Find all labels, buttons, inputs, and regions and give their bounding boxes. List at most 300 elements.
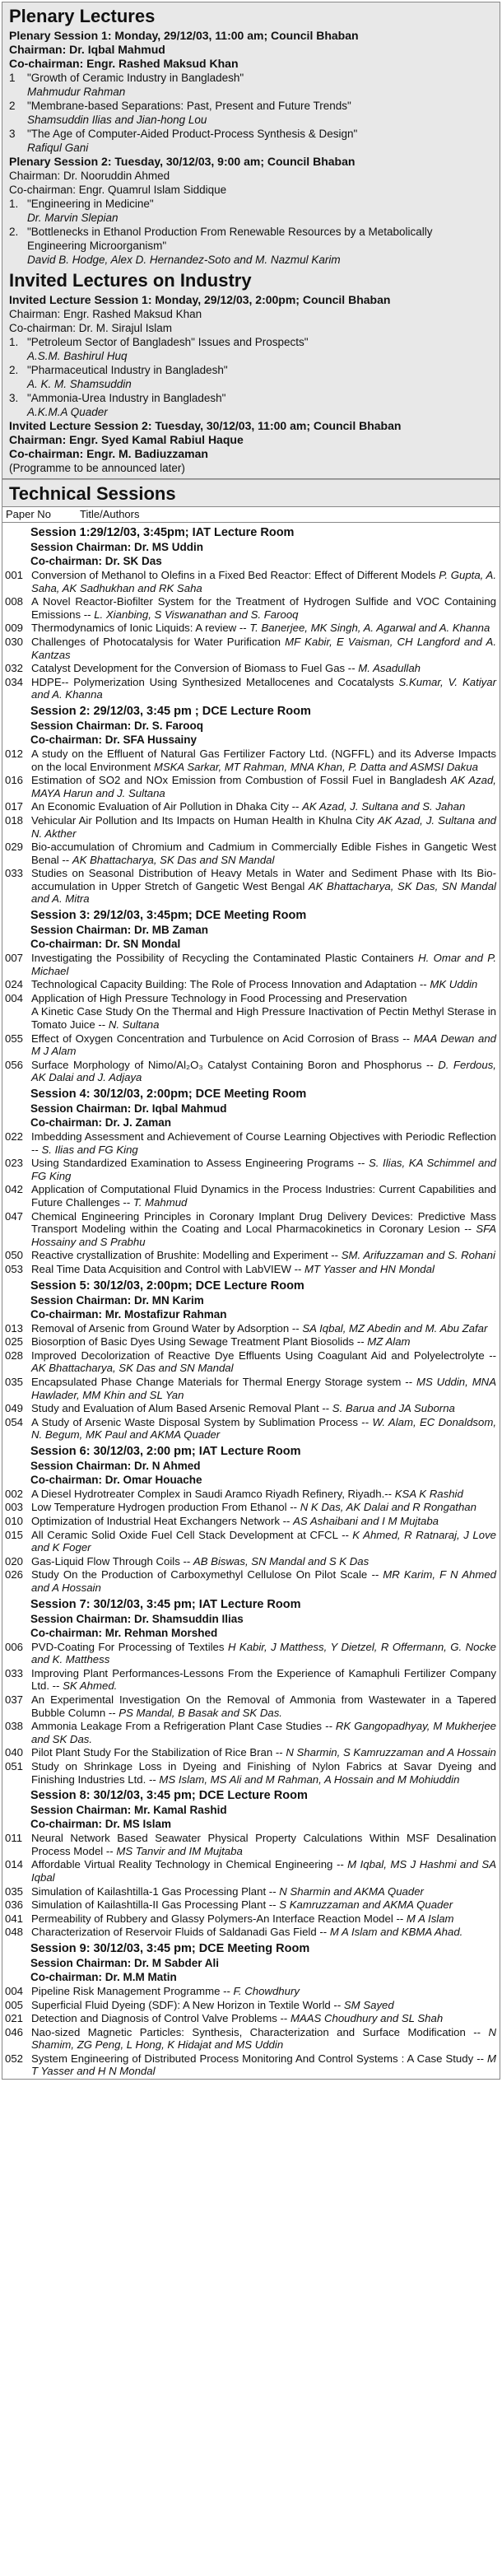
paper-row [2,622,500,635]
paper-authors: M A Islam and KBMA Ahad. [329,1926,463,1939]
paper-row [2,1926,500,1939]
plenary-2-item-2: 2. "Bottlenecks in Ethanol Production From Renewable Resources by a Metabolically Engineering Microorganism" [9,226,433,252]
paper-authors: AK Bhattacharya, SK Das and SN Mandal [72,853,275,866]
paper-title: Simulation of Kailashtilla-1 Gas Processing Plant -- [31,1884,277,1898]
paper-number: 050 [5,1249,24,1262]
invited-1-item-1-author: A.S.M. Bashirul Huq [27,350,128,362]
paper-entry [31,1130,500,1156]
paper-entry [31,1263,500,1276]
paper-number: 015 [5,1528,24,1541]
paper-row [2,992,500,1005]
paper-title: Vehicular Air Pollution and Its Impacts on Human Health in Khulna City [31,813,374,827]
paper-title: Improving Plant Performances-Lessons From the Experience of Kamaphuli Fertilizer Company Ltd. -- [31,1666,496,1693]
paper-entry [31,662,500,675]
paper-title: Conversion of Methanol to Olefins in a Fixed Bed Reactor: Effect of Different Models [31,569,436,581]
invited-session-1-list [9,335,495,419]
paper-number: 051 [5,1759,24,1772]
session-cochairman: Co-chairman: Dr. Omar Houache [30,1473,202,1486]
session-chairman: Session Chairman: Dr. S. Farooq [30,719,204,732]
paper-authors: S. Ilias and FG King [41,1143,138,1156]
paper-authors: MAA Dewan and M J Alam [31,1032,496,1058]
paper-authors: N Sharmin, S Kamruzzaman and A Hossain [286,1746,496,1759]
paper-row [2,569,500,594]
paper-authors: SM Sayed [343,1998,394,2011]
paper-row [2,774,500,799]
session-chairman: Session Chairman: Dr. N Ahmed [30,1459,201,1472]
paper-row [2,1349,500,1375]
paper-entry [31,748,500,773]
paper-number: 008 [5,595,24,608]
paper-entry [31,1746,500,1759]
paper-authors: MAAS Choudhury and SL Shah [290,2012,444,2025]
paper-authors: N Sharmin and AKMA Quader [279,1884,424,1898]
paper-row [2,1335,500,1349]
session-cochairman: Co-chairman: Dr. SK Das [30,555,162,567]
paper-entry [31,1322,500,1335]
paper-entry [31,800,500,813]
paper-title: Real Time Data Acquisition and Control with LabVIEW -- [31,1262,302,1275]
paper-row [2,595,500,621]
paper-title: A study on the Effluent of Natural Gas Fertilizer Factory Ltd. (NGFFL) and its Adverse Impacts on the local Environment [31,747,496,773]
paper-number: 005 [5,1998,24,2011]
paper-title: Permeability of Rubbery and Glassy Polymers-An Interface Reaction Model -- [31,1912,404,1925]
paper-row [2,1263,500,1276]
paper-entry [31,1693,500,1719]
paper-authors: AK Bhattacharya, SK Das, SN Mandal and A. Mitra [31,879,496,906]
session-heading: Session 3: 29/12/03, 3:45pm; DCE Meeting Room [30,909,307,923]
paper-row [2,1568,500,1594]
invited-session-1-title: Invited Lecture Session 1: Monday, 29/12/03, 2:00pm; Council Bhaban [9,293,391,306]
paper-number: 033 [5,867,24,880]
paper-number: 048 [5,1926,24,1939]
paper-title: Biosorption of Basic Dyes Using Sewage Treatment Plant Biosolids -- [31,1335,365,1349]
paper-number: 014 [5,1858,24,1871]
paper-authors: PS Mandal, B Basak and SK Das. [119,1706,282,1719]
paper-entry [31,1885,500,1898]
paper-entry [31,867,500,906]
paper-row [2,1376,500,1401]
paper-number: 023 [5,1157,24,1170]
invited-1-item-3: 3. "Ammonia-Urea Industry in Bangladesh" [9,392,226,404]
paper-authors: -- K Ahmed, R Ratnaraj, J Love and K Foger [31,1528,496,1554]
paper-entry [31,1999,500,2012]
session-9 [2,1942,500,2078]
paper-number: 035 [5,1884,24,1898]
paper-number: 003 [5,1501,24,1514]
paper-number: 026 [5,1568,24,1581]
paper-row [2,1898,500,1912]
paper-number: 017 [5,800,24,813]
paper-entry [31,1488,500,1501]
paper-authors: MF Kabir, E Vaisman, CH Langford and A. Kantzas [31,635,497,661]
paper-row [2,1402,500,1415]
invited-1-item-1: 1. "Petroleum Sector of Bangladesh" Issues and Prospects" [9,336,309,348]
column-paper-no: Paper No [6,508,51,520]
paper-row [2,867,500,906]
paper-entry [31,1402,500,1415]
plenary-heading: Plenary Lectures [9,6,156,26]
session-heading: Session 5: 30/12/03, 2:00pm; DCE Lecture Room [30,1279,304,1293]
paper-authors: M. Asadullah [358,662,421,675]
paper-title: Neural Network Based Seawater Physical Property Calculations Within MSF Desalination Process Model -- [31,1832,496,1857]
technical-heading: Technical Sessions [2,479,500,506]
paper-title: Effect of Oxygen Concentration and Turbulence on Acid Corrosion of Brass -- [31,1032,411,1045]
paper-entry [31,1832,500,1857]
paper-row [2,1693,500,1719]
invited-session-1-cochair: Co-chairman: Dr. M. Sirajul Islam [9,322,173,334]
plenary-1-item-2: 2 "Membrane-based Separations: Past, Present and Future Trends" [9,100,351,112]
paper-title: Application of High Pressure Technology in Food Processing and Preservation [31,991,407,1004]
paper-authors: M A Islam [406,1912,454,1925]
paper-authors: N K Das, AK Dalai and R Rongathan [300,1501,476,1514]
paper-number: 021 [5,2012,24,2025]
paper-row [2,2026,500,2052]
paper-title: Estimation of SO2 and NOx Emission from Combustion of Fossil Fuel in Bangladesh [31,774,447,787]
plenary-session-1-list [9,71,495,155]
paper-number: 054 [5,1415,24,1428]
paper-entry [31,952,500,977]
paper-title: Bio-accumulation of Chromium and Cadmium in Commercially Edible Fishes in Gangetic West Benal -- [31,841,496,866]
paper-authors: KSA K Rashid [394,1487,463,1500]
paper-title: Investigating the Possibility of Recycling the Contaminated Plastic Containers [31,952,414,965]
paper-title: Gas-Liquid Flow Through Coils -- [31,1554,191,1567]
paper-number: 034 [5,675,24,688]
session-4 [2,1088,500,1276]
paper-number [2,1005,31,1031]
paper-entry [31,1912,500,1926]
paper-entry [31,1529,500,1554]
paper-row [2,1322,500,1335]
paper-entry [31,2026,500,2052]
paper-title: Characterization of Reservoir Fluids of Saldanadi Gas Field -- [31,1926,328,1939]
paper-number: 004 [5,991,24,1004]
paper-number: 006 [5,1640,24,1653]
plenary-session-2-cochair: Co-chairman: Engr. Quamrul Islam Siddique [9,184,227,196]
paper-authors: H Kabir, J Matthess, Y Dietzel, R Offermann, G. Nocke and K. Matthess [31,1640,497,1666]
plenary-session-1-cochair: Co-chairman: Engr. Rashed Maksud Khan [9,57,239,70]
paper-authors: MS Islam, MS Ali and M Rahman, A Hossain and M Mohiuddin [159,1772,460,1786]
paper-authors: MSKA Sarkar, MT Rahman, MNA Khan, P. Datta and ASMSI Dakua [153,760,478,773]
paper-row [2,1005,500,1031]
paper-authors: S.Kumar, V. Katiyar and A. Khanna [31,675,496,701]
paper-number: 016 [5,774,24,787]
paper-title: A Novel Reactor-Biofilter System for the Treatment of Hydrogen Sulfide and VOC Containing Emissions -- [31,595,496,621]
paper-row [2,636,500,661]
paper-entry [31,1210,500,1249]
paper-row [2,1032,500,1058]
paper-number: 028 [5,1349,24,1362]
paper-authors: H. Omar and P. Michael [31,952,496,977]
paper-authors: W. Alam, EC Donaldsom, N. Begum, MK Paul and AKMA Quader [31,1415,496,1442]
paper-row [2,1515,500,1528]
paper-title: Technological Capacity Building: The Role of Process Innovation and Adaptation -- [31,978,427,991]
paper-row [2,1210,500,1249]
paper-authors: D. Ferdous, AK Dalai and J. Adjaya [31,1058,496,1084]
paper-title: PVD-Coating For Processing of Textiles [31,1640,225,1653]
paper-authors: -- RK Gangopadhyay, M Mukherjee and SK Das. [31,1720,496,1745]
paper-row [2,1985,500,1998]
paper-authors: SM. Arifuzzaman and S. Rohani [341,1249,495,1262]
invited-session-2-title: Invited Lecture Session 2: Tuesday, 30/12/03, 11:00 am; Council Bhaban [9,419,402,432]
paper-row [2,662,500,675]
paper-row [2,1130,500,1156]
plenary-invited-band [2,2,500,479]
invited-session-2-cochair: Co-chairman: Engr. M. Badiuzzaman [9,447,208,460]
paper-row [2,1999,500,2012]
session-heading: Session 1:29/12/03, 3:45pm; IAT Lecture Room [30,526,295,539]
session-6 [2,1445,500,1595]
paper-number: 032 [5,662,24,675]
session-heading: Session 8: 30/12/03, 3:45 pm; DCE Lecture Room [30,1789,308,1803]
session-5 [2,1279,500,1442]
paper-number: 052 [5,2052,24,2065]
paper-row [2,1641,500,1666]
paper-authors: T. Mahmud [132,1195,188,1209]
session-cochairman: Co-chairman: Dr. J. Zaman [30,1116,172,1129]
paper-number: 002 [5,1487,24,1500]
session-2 [2,705,500,906]
paper-number: 025 [5,1335,24,1349]
paper-entry [31,1898,500,1912]
paper-authors: L. Xianbing, S Viswanathan and S. Farooq [94,608,299,621]
session-chairman: Session Chairman: Mr. Kamal Rashid [30,1804,227,1817]
invited-session-2-chair: Chairman: Engr. Syed Kamal Rabiul Haque [9,433,244,446]
paper-title: Removal of Arsenic from Ground Water by Adsorption -- [31,1321,300,1335]
paper-authors: AK Azad, MAYA Harun and J. Sultana [31,774,496,799]
paper-row [2,2012,500,2025]
paper-authors: F. Chowdhury [233,1984,300,1997]
paper-title: Optimization of Industrial Heat Exchangers Network -- [31,1515,291,1528]
paper-number: 029 [5,841,24,854]
paper-authors: SA Iqbal, MZ Abedin and M. Abu Zafar [302,1321,488,1335]
paper-entry [31,1501,500,1514]
paper-title: Thermodynamics of Ionic Liquids: A review -- [31,622,247,635]
session-cochairman: Co-chairman: Mr. Mostafizur Rahman [30,1307,227,1321]
paper-row [2,1488,500,1501]
paper-authors: AB Biswas, SN Mandal and S K Das [193,1554,370,1567]
paper-entry [31,676,500,701]
paper-number: 053 [5,1262,24,1275]
session-heading: Session 4: 30/12/03, 2:00pm; DCE Meeting Room [30,1088,307,1101]
paper-number: 004 [5,1984,24,1997]
plenary-session-2-chair: Chairman: Dr. Nooruddin Ahmed [9,170,170,182]
invited-heading: Invited Lectures on Industry [9,270,252,291]
plenary-session-1-title: Plenary Session 1: Monday, 29/12/03, 11:00 am; Council Bhaban [9,29,359,42]
paper-number: 018 [5,813,24,827]
paper-entry [31,636,500,661]
paper-row [2,1720,500,1745]
plenary-session-2-list [9,197,495,267]
paper-authors: MS Tanvir and IM Mujtaba [116,1844,243,1857]
paper-row [2,1858,500,1884]
paper-number: 001 [5,569,24,581]
paper-row [2,1157,500,1182]
paper-row [2,2052,500,2078]
paper-row [2,1667,500,1693]
paper-entry [31,1005,500,1031]
paper-number: 010 [5,1515,24,1528]
session-chairman: Session Chairman: Dr. Shamsuddin Ilias [30,1612,244,1625]
paper-authors: MT Yasser and HN Mondal [304,1262,435,1275]
session-cochairman: Co-chairman: Dr. M.M Matin [30,1970,177,1983]
paper-row [2,952,500,977]
paper-number: 042 [5,1183,24,1196]
paper-title: Detection and Diagnosis of Control Valve Problems -- [31,2012,288,2025]
paper-row [2,841,500,866]
paper-entry [31,1555,500,1568]
plenary-session-2-title: Plenary Session 2: Tuesday, 30/12/03, 9:00 am; Council Bhaban [9,155,356,168]
paper-number: 012 [5,747,24,760]
plenary-1-item-2-author: Shamsuddin Ilias and Jian-hong Lou [27,114,207,126]
paper-entry [31,1157,500,1182]
paper-entry [31,1183,500,1209]
session-chairman: Session Chairman: Dr. Iqbal Mahmud [30,1102,227,1115]
paper-entry [31,1376,500,1401]
session-chairman: Session Chairman: Dr. MS Uddin [30,541,204,553]
paper-entry [31,1667,500,1693]
paper-authors: -- M Iqbal, MS J Hashmi and SA Iqbal [31,1858,497,1884]
paper-number: 020 [5,1554,24,1567]
paper-authors: SK Ahmed. [63,1679,118,1693]
paper-row [2,1555,500,1568]
session-heading: Session 9: 30/12/03, 3:45 pm; DCE Meeting Room [30,1941,310,1955]
sessions-list [2,526,500,2078]
paper-title: System Engineering of Distributed Process Monitoring And Control Systems : A Case Study -- [31,2052,484,2065]
session-cochairman: Co-chairman: Dr. SN Mondal [30,938,181,951]
paper-entry [31,1032,500,1058]
paper-entry [31,992,500,1005]
paper-authors: AK Azad, J. Sultana and S. Jahan [302,800,466,813]
paper-title: Low Temperature Hydrogen production From Ethanol -- [31,1501,298,1514]
paper-authors: T. Banerjee, MK Singh, A. Agarwal and A. Khanna [249,622,490,635]
paper-row [2,800,500,813]
paper-row [2,1912,500,1926]
paper-number: 041 [5,1912,24,1925]
paper-title: An Economic Evaluation of Air Pollution in Dhaka City -- [31,800,300,813]
paper-entry [31,814,500,840]
paper-title: Studies on Seasonal Distribution of Heavy Metals in Water and Sediment Phase with Its Bio-accumulation in Upper Stretch of Gangetic West Bengal [31,867,496,892]
paper-row [2,814,500,840]
paper-authors: S. Ilias, KA Schimmel and FG King [31,1157,496,1182]
session-chairman: Session Chairman: Dr. M Sabder Ali [30,1956,220,1969]
paper-row [2,676,500,701]
paper-entry [31,1349,500,1375]
paper-number: 049 [5,1402,24,1415]
paper-authors: S. Barua and JA Suborna [332,1402,455,1415]
paper-title: Reactive crystallization of Brushite: Modelling and Experiment -- [31,1249,339,1262]
invited-session-1-chair: Chairman: Engr. Rashed Maksud Khan [9,308,202,320]
paper-row [2,1746,500,1759]
paper-entry [31,1641,500,1666]
paper-row [2,1059,500,1084]
plenary-1-item-3-author: Rafiqul Gani [27,142,89,154]
paper-title: All Ceramic Solid Oxide Fuel Cell Stack Development at CFCL [31,1528,338,1541]
session-chairman: Session Chairman: Dr. MB Zaman [30,924,209,937]
paper-authors: MS Uddin, MNA Hawlader, MM Khin and SL Yan [31,1375,496,1401]
paper-title: Nao-sized Magnetic Particles: Synthesis, Characterization and Surface Modification -- [31,2025,481,2038]
paper-authors: P. Gupta, A. Saha, AK Sadhukhan and RK Saha [31,569,496,594]
invited-1-item-2: 2. "Pharmaceutical Industry in Bangladesh" [9,364,228,376]
paper-row [2,978,500,991]
paper-title: HDPE-- Polymerization Using Synthesized Metallocenes and Cocatalysts [31,675,394,688]
paper-title: Encapsulated Phase Change Materials for Thermal Energy Storage system -- [31,1375,413,1388]
paper-row [2,1529,500,1554]
plenary-session-1-chair: Chairman: Dr. Iqbal Mahmud [9,43,165,56]
paper-row [2,1832,500,1857]
paper-entry [31,1760,500,1786]
paper-authors: AK Bhattacharya, SK Das and SN Mandal [31,1362,234,1375]
paper-number: 030 [5,635,24,648]
paper-title: Challenges of Photocatalysis for Water Purification [31,635,281,648]
paper-authors: AS Ashaibani and I M Mujtaba [293,1515,439,1528]
paper-entry [31,622,500,635]
paper-entry [31,1059,500,1084]
paper-number: 056 [5,1058,24,1071]
session-heading: Session 7: 30/12/03, 3:45 pm; IAT Lecture Room [30,1597,301,1611]
paper-title: Simulation of Kailashtilla-II Gas Processing Plant -- [31,1898,277,1912]
paper-entry [31,1926,500,1939]
session-cochairman: Co-chairman: Dr. MS Islam [30,1818,172,1831]
paper-number: 013 [5,1321,24,1335]
column-title-authors: Title/Authors [80,508,140,520]
session-8 [2,1789,500,1939]
plenary-2-item-1-author: Dr. Marvin Slepian [27,212,119,224]
paper-title: Study on Shrinkage Loss in Dyeing and Finishing of Nylon Fabrics at Savar Dyeing and Finishing Industries Ltd. -- [31,1759,496,1786]
paper-title: Catalyst Development for the Conversion of Biomass to Fuel Gas -- [31,662,356,675]
paper-row [2,1416,500,1442]
paper-title: Improved Decolorization of Reactive Dye Effluents Using Coagulant Aid and Polyelectrolyte -- [31,1349,496,1362]
paper-number: 037 [5,1693,24,1706]
plenary-1-item-3: 3 "The Age of Computer-Aided Product-Process Synthesis & Design" [9,128,358,140]
paper-row [2,748,500,773]
invited-1-item-3-author: A.K.M.A Quader [27,406,108,418]
paper-row [2,1183,500,1209]
session-3 [2,909,500,1084]
paper-authors: M T Yasser and H N Mondal [31,2052,497,2078]
paper-number: 055 [5,1032,24,1045]
paper-authors: N. Sultana [108,1018,160,1032]
paper-entry [31,1335,500,1349]
paper-entry [31,1416,500,1442]
paper-number: 009 [5,622,24,635]
technical-sessions-block [2,479,500,2080]
paper-authors: S Kamruzzaman and AKMA Quader [279,1898,453,1912]
paper-title: Study On the Production of Carboxymethyl Cellulose On Pilot Scale [31,1568,368,1581]
paper-authors: MK Uddin [430,978,478,991]
session-1 [2,526,500,701]
plenary-2-item-2-author: David B. Hodge, Alex D. Hernandez-Soto and M. Nazmul Karim [27,254,341,266]
paper-title: Using Standardized Examination to Assess Engineering Programs -- [31,1157,365,1170]
paper-entry [31,1858,500,1884]
session-heading: Session 6: 30/12/03, 2:00 pm; IAT Lecture Room [30,1444,301,1458]
paper-number: 033 [5,1666,24,1679]
paper-authors: N Shamim, ZG Peng, L Hong, K Hidajat and MS Uddin [31,2025,496,2052]
paper-number: 024 [5,978,24,991]
paper-number: 036 [5,1898,24,1912]
program-page [2,2,500,2080]
paper-entry [31,1985,500,1998]
session-cochairman: Co-chairman: Mr. Rehman Morshed [30,1626,218,1639]
paper-row [2,1885,500,1898]
paper-row [2,1760,500,1786]
paper-entry [31,978,500,991]
paper-entry [31,841,500,866]
paper-entry [31,774,500,799]
paper-entry [31,1568,500,1594]
paper-title: Study and Evaluation of Alum Based Arsenic Removal Plant -- [31,1402,330,1415]
paper-authors: AK Azad, J. Sultana and N. Akther [31,813,497,840]
paper-title: Surface Morphology of Nimo/Al₂O₃ Catalyst Containing Boron and Phosphorus -- [31,1058,434,1071]
